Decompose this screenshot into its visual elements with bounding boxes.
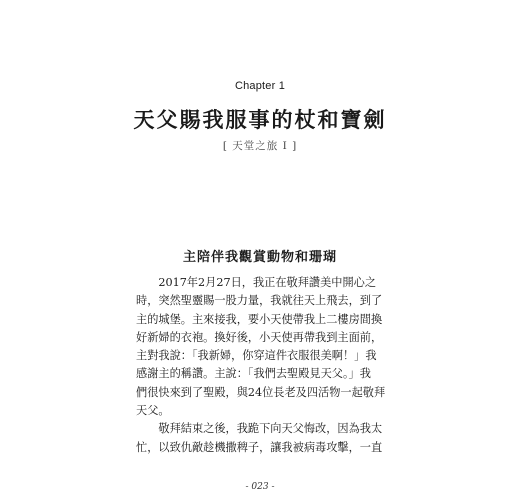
body-line: 好新婦的衣袍。換好後，小天使再帶我到主面前， xyxy=(136,330,383,344)
body-line: 主的城堡。主來接我，要小天使帶我上二樓房間換 xyxy=(136,312,383,326)
body-line: 們很快來到了聖殿，與24位長老及四活物一起敬拜 xyxy=(136,385,386,399)
body-line: 天父。 xyxy=(136,404,170,418)
chapter-title: 天父賜我服事的杖和寶劍 xyxy=(133,108,387,132)
body-line: 主對我說：「我新婦，你穿這件衣服很美啊！」我 xyxy=(136,349,377,363)
body-line: 時，突然聖靈賜一股力量，我就往天上飛去，到了 xyxy=(136,294,383,308)
body-line: 感謝主的稱讚。主說：「我們去聖殿見天父。」我 xyxy=(136,367,371,381)
body-line: 敬拜結束之後，我跪下向天父悔改，因為我太 xyxy=(136,422,383,436)
body-line: 2017年2月27日，我正在敬拜讚美中開心之 xyxy=(136,276,377,289)
body-line: 忙，以致仇敵趁機撒稗子，讓我被病毒攻擊，一直 xyxy=(136,440,383,454)
page-number: - 023 - xyxy=(245,482,275,492)
chapter-label: Chapter 1 xyxy=(234,80,286,92)
body-paragraphs xyxy=(136,274,386,457)
section-heading: 主陪伴我觀賞動物和珊瑚 xyxy=(182,250,337,265)
chapter-subtitle: [ 天堂之旅 I ] xyxy=(222,140,298,152)
